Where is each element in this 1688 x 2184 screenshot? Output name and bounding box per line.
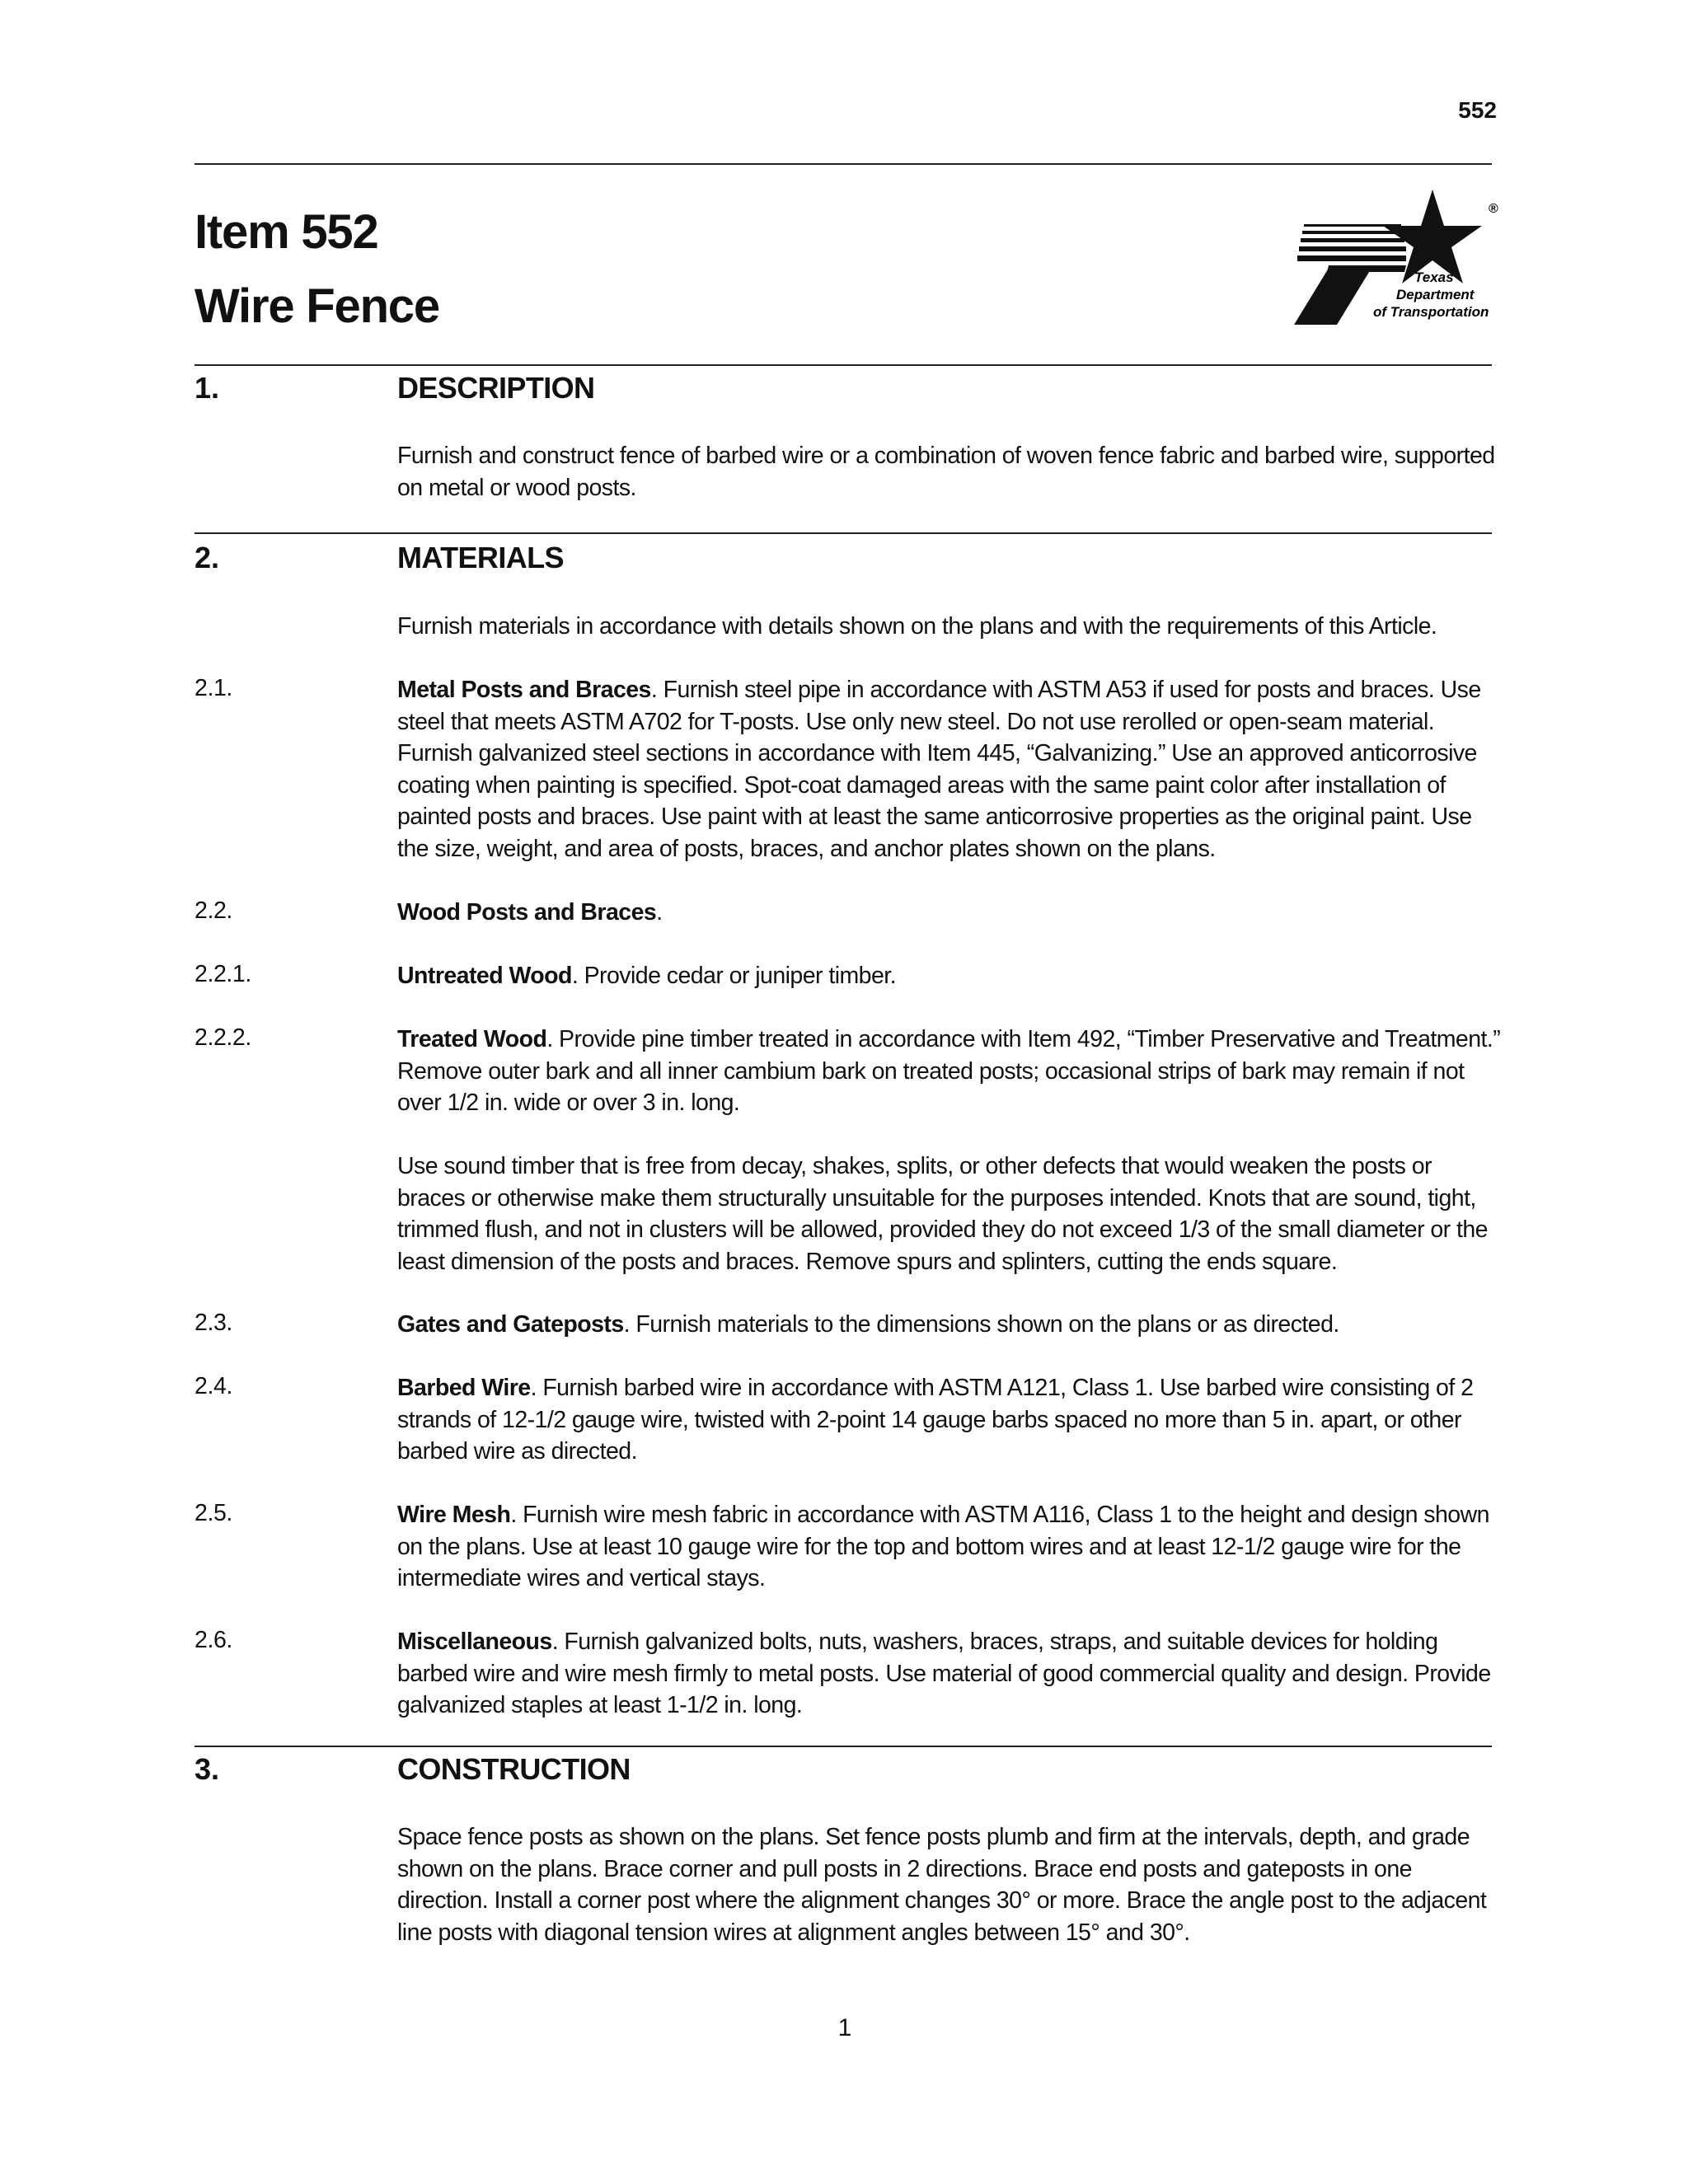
section-3-heading: CONSTRUCTION [397, 1752, 631, 1786]
header-rule [195, 163, 1492, 165]
section-2-number: 2. [195, 541, 220, 574]
section-2-heading: MATERIALS [397, 541, 564, 574]
item-2-2-1-number: 2.2.1. [195, 961, 251, 987]
item-2-2-1-paragraph [397, 960, 1502, 992]
txdot-logo [1291, 190, 1500, 335]
page-code: 552 [1458, 97, 1497, 123]
item-2-1-number: 2.1. [195, 675, 232, 701]
section-3-number: 3. [195, 1752, 220, 1786]
item-2-3-number: 2.3. [195, 1310, 232, 1336]
item-2-6-term: Miscellaneous [397, 1629, 552, 1655]
item-2-1-term: Metal Posts and Braces [397, 677, 651, 703]
section-2-rule [195, 532, 1492, 534]
logo-line-2: Department [1396, 287, 1475, 302]
item-2-2-1-text: . Provide cedar or juniper timber. [571, 963, 897, 989]
item-2-6-number: 2.6. [195, 1627, 232, 1653]
item-2-4-text: . Furnish barbed wire in accordance with ASTM A121, Class 1. Use barbed wire consisting of 2 strands of 12-1/2 gauge wire, twisted with 2-point 14 gauge barbs spaced no more than 5 in. apart, or other barbed wire as directed. [397, 1375, 1474, 1465]
item-2-5-number: 2.5. [195, 1500, 232, 1526]
item-2-1-text: . Furnish steel pipe in accordance with ASTM A53 if used for posts and braces. Use steel that meets ASTM A702 for T-posts. Use only new steel. Do not use rerolled or open-seam material. Furnish galvanized steel sections in accordance with Item 445, “Galvanizing.” Use an approved anticorrosive coating when painting is specified. Spot-coat damaged areas with the same paint color after installation of painted posts and braces. Use paint with at least the same anticorrosive properties as the original paint. Use the size, weight, and area of posts, braces, and anchor plates shown on the plans. [397, 677, 1481, 862]
item-2-6-text: . Furnish galvanized bolts, nuts, washers, braces, straps, and suitable devices for holding barbed wire and wire mesh firmly to metal posts. Use material of good commercial quality and design. Provide galvanized staples at least 1-1/2 in. long. [397, 1629, 1491, 1718]
section-3-rule [195, 1746, 1492, 1747]
item-2-5-term: Wire Mesh [397, 1502, 511, 1528]
logo-line-3: of Transportation [1373, 304, 1489, 320]
section-2-intro: Furnish materials in accordance with details shown on the plans and with the requirements of this Article. [397, 613, 1437, 640]
item-2-2-2-paragraph [397, 1024, 1502, 1119]
txdot-star-logo-icon [1291, 190, 1500, 335]
item-2-4-paragraph [397, 1372, 1502, 1468]
item-2-3-text: . Furnish materials to the dimensions shown on the plans or as directed. [623, 1311, 1339, 1338]
item-2-2-text: . [656, 899, 663, 926]
section-1-number: 1. [195, 371, 220, 405]
item-2-1-paragraph [397, 674, 1502, 865]
item-2-5-text: . Furnish wire mesh fabric in accordance with ASTM A116, Class 1 to the height and design shown on the plans. Use at least 10 gauge wire for the top and bottom wires and at least 12-1/2 gauge wire for the intermediate wires and vertical stays. [397, 1502, 1489, 1591]
logo-line-1: Texas [1414, 269, 1454, 285]
item-title: Wire Fence [195, 279, 439, 333]
item-2-2-2-text: . Provide pine timber treated in accordance with Item 492, “Timber Preservative and Treatment.” Remove outer bark and all inner cambium bark on treated posts; occasional strips of bark may remain if not over 1/2 in. wide or over 3 in. long. [397, 1026, 1501, 1116]
section-1-heading: DESCRIPTION [397, 371, 595, 405]
item-2-6-paragraph [397, 1626, 1502, 1722]
item-2-4-number: 2.4. [195, 1373, 232, 1399]
item-2-2-2-number: 2.2.2. [195, 1024, 251, 1051]
item-2-2-term: Wood Posts and Braces [397, 899, 657, 926]
registered-mark: ® [1489, 202, 1498, 216]
footer-page-number: 1 [837, 2014, 852, 2041]
section-1-rule [195, 364, 1492, 366]
item-2-2-number: 2.2. [195, 898, 232, 924]
item-2-3-paragraph [397, 1309, 1502, 1341]
item-2-4-term: Barbed Wire [397, 1375, 531, 1401]
item-2-2-1-term: Untreated Wood [397, 963, 572, 989]
item-2-2-2-paragraph-2: Use sound timber that is free from decay, shakes, splits, or other defects that would weaken the posts or braces or otherwise make them structurally unsuitable for the purposes intended. Knots that are sound, tight, trimmed flush, and not in clusters will be allowed, provided they do not exceed 1/3 of the small diameter or the least dimension of the posts and braces. Remove spurs and splinters, cutting the ends square. [397, 1153, 1488, 1275]
item-2-5-paragraph [397, 1499, 1502, 1595]
item-number-title: Item 552 [195, 205, 378, 259]
section-3-text: Space fence posts as shown on the plans. Set fence posts plumb and firm at the intervals, depth, and grade shown on the plans. Brace corner and pull posts in 2 directions. Brace end posts and gateposts in one direction. Install a corner post where the alignment changes 30° or more. Brace the angle post to the adjacent line posts with diagonal tension wires at alignment angles between 15° and 30°. [397, 1824, 1487, 1946]
item-2-3-term: Gates and Gateposts [397, 1311, 624, 1338]
item-2-2-2-term: Treated Wood [397, 1026, 547, 1052]
item-2-2-paragraph [397, 897, 1502, 929]
section-1-text: Furnish and construct fence of barbed wire or a combination of woven fence fabric and barbed wire, supported on metal or wood posts. [397, 443, 1495, 501]
